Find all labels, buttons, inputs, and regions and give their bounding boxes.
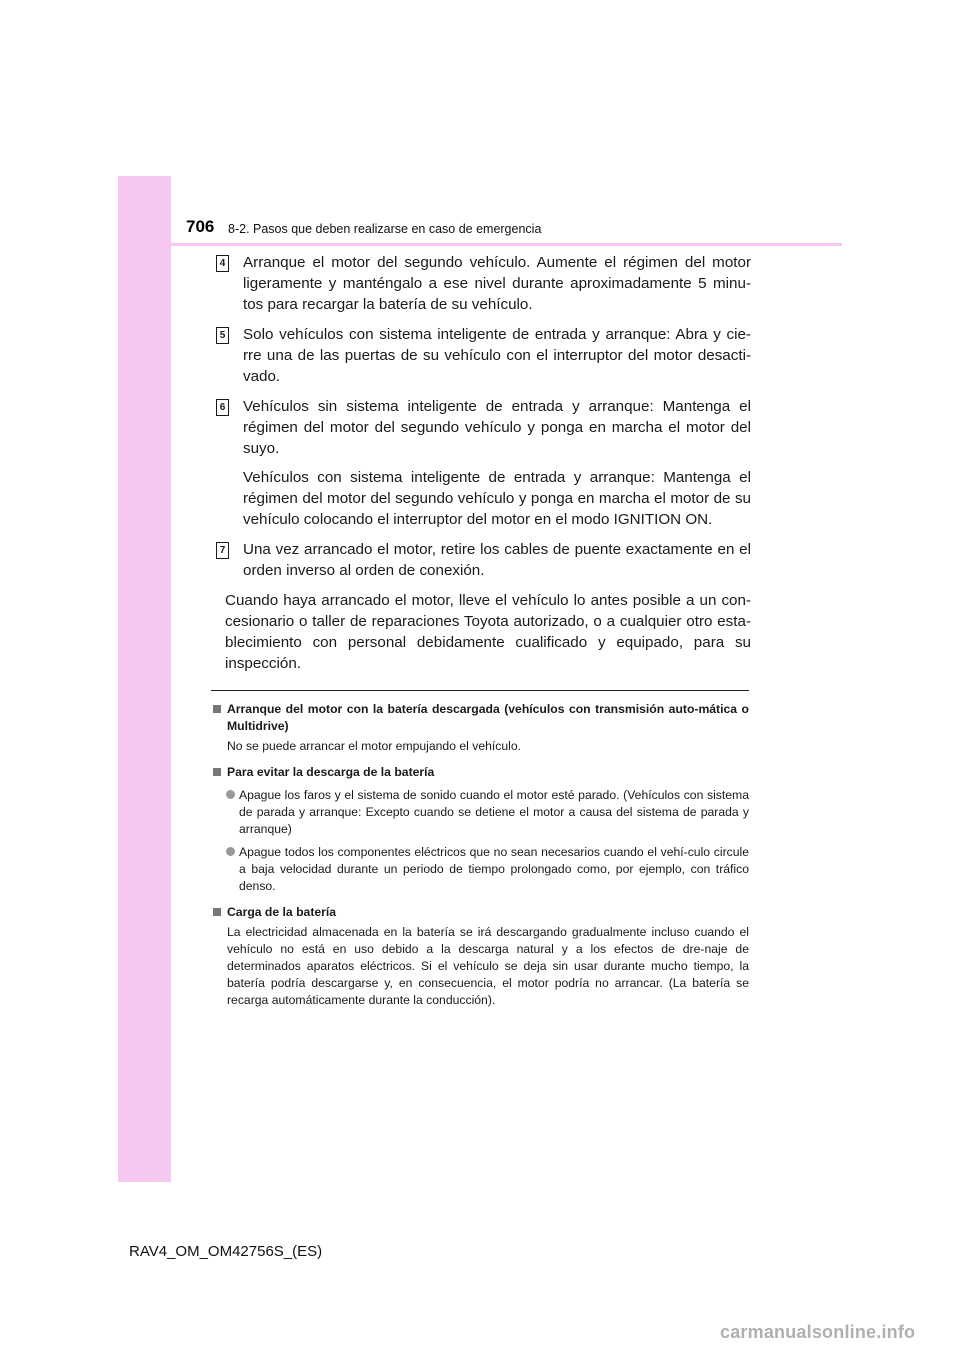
- note-heading-text: Carga de la batería: [227, 905, 337, 919]
- watermark: carmanualsonline.info: [720, 1322, 916, 1342]
- step-5: [211, 324, 751, 387]
- header-rule: [118, 243, 842, 246]
- square-bullet-icon: [213, 768, 221, 776]
- closing-paragraph: Cuando haya arrancado el motor, lleve el vehículo lo antes posible a un con-cesionario o taller de reparaciones Toyota autorizado, o a cualquier otro esta-blecimiento con personal debidamente cualificado y equipado, para su inspección.: [225, 592, 751, 672]
- dot-bullet-icon: [226, 847, 235, 856]
- step-text: Vehículos sin sistema inteligente de entrada y arranque: Mantenga el régimen del motor del segundo vehículo y ponga en marcha el motor del suyo.: [243, 398, 751, 457]
- note-heading: [213, 904, 749, 921]
- step-number-badge: 7: [216, 542, 229, 559]
- note-heading: [213, 764, 749, 781]
- note-item: [213, 701, 749, 755]
- note-bullet: [213, 787, 749, 838]
- footer-code: RAV4_OM_OM42756S_(ES): [129, 1243, 323, 1260]
- step-text: Arranque el motor del segundo vehículo. Aumente el régimen del motor ligeramente y manténgalo a ese nivel durante aproximadamente 5 minu-tos para recargar la batería de su vehículo.: [243, 254, 751, 313]
- notes-divider: [211, 690, 749, 691]
- note-item: [213, 764, 749, 895]
- note-bullet-text: Apague todos los componentes eléctricos que no sean necesarios cuando el vehí-culo circule a baja velocidad durante un periodo de tiempo prolongado como, por ejemplo, con tráfico denso.: [239, 845, 749, 893]
- note-bullet-text: Apague los faros y el sistema de sonido cuando el motor esté parado. (Vehículos con sistema de parada y arranque: Excepto cuando se detiene el motor a causa del sistema de parada y arranque): [239, 788, 749, 836]
- step-number-badge: 6: [216, 399, 229, 416]
- square-bullet-icon: [213, 908, 221, 916]
- note-item: [213, 904, 749, 1009]
- step-number-badge: 5: [216, 327, 229, 344]
- step-text: Solo vehículos con sistema inteligente de entrada y arranque: Abra y cie-rre una de las puertas de su vehículo con el interruptor del motor desacti-vado.: [243, 326, 751, 385]
- step-text: Vehículos con sistema inteligente de entrada y arranque: Mantenga el régimen del motor del segundo vehículo y ponga en marcha el motor de su vehículo colocando el interruptor del motor en el modo IGNITION ON.: [243, 469, 751, 528]
- margin-color-band: [118, 176, 171, 1182]
- note-bullet: [213, 844, 749, 895]
- square-bullet-icon: [213, 705, 221, 713]
- page-number: 706: [186, 217, 215, 236]
- note-body: No se puede arrancar el motor empujando el vehículo.: [227, 739, 522, 753]
- step-6: [211, 396, 751, 530]
- note-heading-text: Arranque del motor con la batería descargada (vehículos con transmisión auto-mática o Multidrive): [227, 702, 749, 733]
- step-number-badge: 4: [216, 255, 229, 272]
- step-text: Una vez arrancado el motor, retire los cables de puente exactamente en el orden inverso al orden de conexión.: [243, 541, 751, 579]
- step-7: [211, 539, 751, 581]
- section-title: 8-2. Pasos que deben realizarse en caso de emergencia: [228, 222, 542, 236]
- step-4: [211, 252, 751, 315]
- note-heading-text: Para evitar la descarga de la batería: [227, 765, 435, 779]
- note-heading: [213, 701, 749, 735]
- note-body: La electricidad almacenada en la batería se irá descargando gradualmente incluso cuando el vehículo no está en uso debido a la descarga natural y a los efectos de dre-naje de determinados aparatos eléctricos. Si el vehículo se deja sin usar durante mucho tiempo, la batería podría descargarse y, en consecuencia, el motor podría no arrancar. (La batería se recarga automáticamente durante la conducción).: [227, 925, 749, 1007]
- dot-bullet-icon: [226, 790, 235, 799]
- main-content: [211, 252, 751, 674]
- notes-section: [213, 701, 749, 1018]
